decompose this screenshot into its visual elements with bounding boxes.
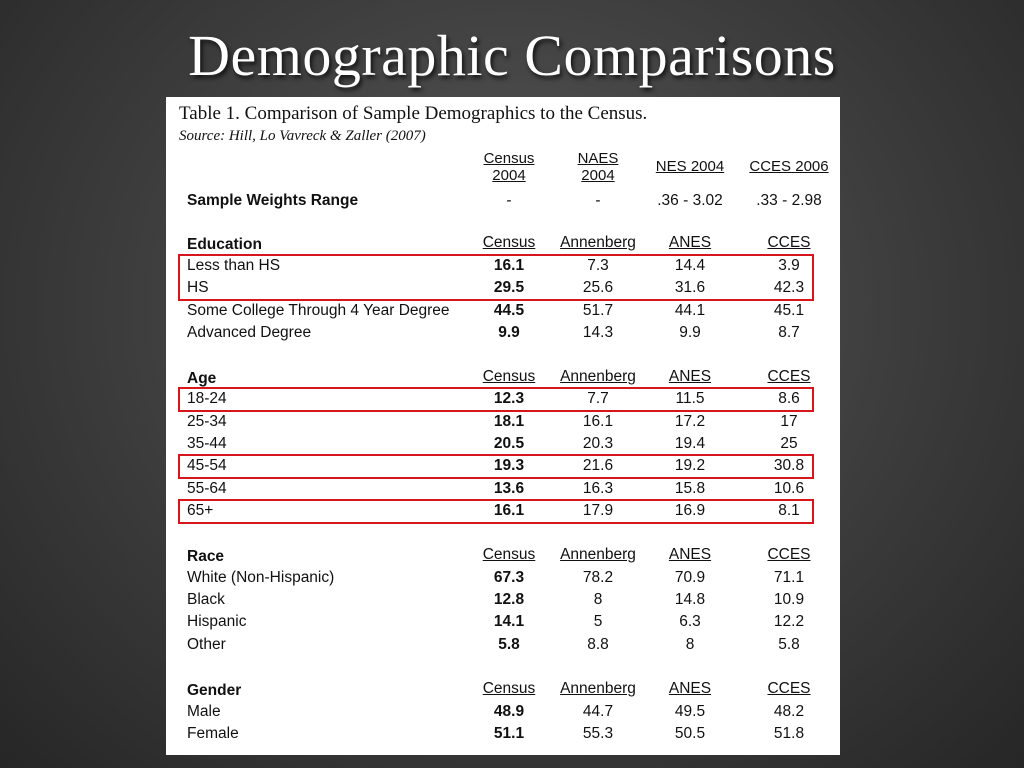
- anes-value: 14.8: [674, 591, 706, 608]
- annenberg-value: 7.3: [587, 257, 609, 274]
- anes-value: 8: [685, 636, 695, 653]
- header-line: 2004: [492, 167, 526, 184]
- census-value: 44.5: [493, 302, 525, 319]
- row-label: Hispanic: [187, 613, 247, 630]
- row-label: HS: [187, 279, 209, 296]
- section-title: Age: [187, 370, 217, 387]
- census-value: 18.1: [493, 413, 525, 430]
- anes-value: 19.4: [674, 435, 706, 452]
- census-value: 19.3: [493, 457, 525, 474]
- cces-value: 25: [780, 435, 798, 452]
- header-cces-2006: CCES 2006: [749, 158, 829, 175]
- table-source: Source: Hill, Lo Vavreck & Zaller (2007): [179, 128, 426, 144]
- table-panel: [166, 97, 840, 755]
- annenberg-value: 55.3: [582, 725, 614, 742]
- cces-value: 45.1: [773, 302, 805, 319]
- table-row: [166, 611, 840, 633]
- table-row: [166, 634, 840, 656]
- col-label: Annenberg: [560, 680, 636, 697]
- annenberg-value: 14.3: [582, 324, 614, 341]
- table-title: Table 1. Comparison of Sample Demographics to the Census.: [179, 103, 648, 124]
- header-line: NAES: [577, 150, 619, 167]
- cces-value: 8.6: [778, 390, 800, 407]
- row-label: 45-54: [187, 457, 227, 474]
- col-label: CCES: [767, 680, 811, 697]
- weights-value: .36 - 3.02: [657, 192, 723, 209]
- table-row: [166, 411, 840, 433]
- table-row: [166, 723, 840, 745]
- row-label: Advanced Degree: [187, 324, 312, 341]
- anes-value: 19.2: [674, 457, 706, 474]
- cces-value: 8.1: [778, 502, 800, 519]
- row-label: 35-44: [187, 435, 227, 452]
- table-row: [166, 300, 840, 322]
- weights-value: -: [595, 192, 601, 209]
- col-label: ANES: [668, 546, 712, 563]
- annenberg-value: 5: [593, 613, 603, 630]
- col-label: CCES: [767, 368, 811, 385]
- header-nes-2004: NES 2004: [655, 158, 725, 175]
- census-value: 9.9: [498, 324, 520, 341]
- census-value: 14.1: [493, 613, 525, 630]
- census-value: 48.9: [493, 703, 525, 720]
- section-title: Education: [187, 236, 262, 253]
- annenberg-value: 17.9: [582, 502, 614, 519]
- weights-row: [166, 190, 840, 212]
- annenberg-value: 8.8: [587, 636, 609, 653]
- section-header-gender: [166, 678, 840, 700]
- section-header-education: [166, 232, 840, 254]
- col-label: Annenberg: [560, 368, 636, 385]
- highlight-box-age-45-54: [178, 454, 814, 479]
- anes-value: 14.4: [674, 257, 706, 274]
- table-row: [166, 567, 840, 589]
- col-label: ANES: [668, 680, 712, 697]
- col-label: Annenberg: [560, 546, 636, 563]
- annenberg-value: 7.7: [587, 390, 609, 407]
- col-label: Census: [482, 234, 536, 251]
- census-value: 12.8: [493, 591, 525, 608]
- highlight-box-age-18-24: [178, 387, 814, 412]
- cces-value: 51.8: [773, 725, 805, 742]
- cces-value: 5.8: [778, 636, 800, 653]
- row-label: Less than HS: [187, 257, 281, 274]
- row-label: Male: [187, 703, 221, 720]
- row-label: 25-34: [187, 413, 227, 430]
- census-value: 16.1: [493, 502, 525, 519]
- col-label: Annenberg: [560, 234, 636, 251]
- cces-value: 71.1: [773, 569, 805, 586]
- row-label: Female: [187, 725, 239, 742]
- row-label: 65+: [187, 502, 214, 519]
- cces-value: 42.3: [773, 279, 805, 296]
- annenberg-value: 16.3: [582, 480, 614, 497]
- census-value: 16.1: [493, 257, 525, 274]
- col-label: Census: [482, 546, 536, 563]
- census-value: 5.8: [498, 636, 520, 653]
- col-label: CCES: [767, 234, 811, 251]
- section-title: Race: [187, 548, 225, 565]
- annenberg-value: 16.1: [582, 413, 614, 430]
- anes-value: 15.8: [674, 480, 706, 497]
- cces-value: 48.2: [773, 703, 805, 720]
- annenberg-value: 78.2: [582, 569, 614, 586]
- table-row: [166, 478, 840, 500]
- table-row: [166, 589, 840, 611]
- highlight-box-age-65-plus: [178, 499, 814, 524]
- census-value: 12.3: [493, 390, 525, 407]
- cces-value: 10.9: [773, 591, 805, 608]
- row-label: White (Non-Hispanic): [187, 569, 335, 586]
- anes-value: 17.2: [674, 413, 706, 430]
- annenberg-value: 20.3: [582, 435, 614, 452]
- col-label: ANES: [668, 234, 712, 251]
- anes-value: 11.5: [675, 390, 705, 407]
- table-row: [166, 433, 840, 455]
- table-row: [166, 322, 840, 344]
- header-naes-2004: [578, 150, 619, 184]
- anes-value: 44.1: [674, 302, 706, 319]
- anes-value: 16.9: [674, 502, 706, 519]
- cces-value: 12.2: [773, 613, 805, 630]
- cces-value: 17: [780, 413, 798, 430]
- header-line: 2004: [581, 167, 615, 184]
- annenberg-value: 25.6: [582, 279, 614, 296]
- annenberg-value: 51.7: [582, 302, 614, 319]
- col-label: CCES: [767, 546, 811, 563]
- census-value: 29.5: [493, 279, 525, 296]
- row-label: Other: [187, 636, 226, 653]
- census-value: 20.5: [493, 435, 525, 452]
- header-census-2004: [484, 150, 535, 184]
- census-value: 13.6: [493, 480, 525, 497]
- anes-value: 49.5: [674, 703, 706, 720]
- weights-value: -: [506, 192, 512, 209]
- anes-value: 6.3: [679, 613, 701, 630]
- annenberg-value: 21.6: [582, 457, 614, 474]
- anes-value: 50.5: [674, 725, 706, 742]
- annenberg-value: 44.7: [582, 703, 614, 720]
- weights-value: .33 - 2.98: [756, 192, 822, 209]
- row-label: Black: [187, 591, 225, 608]
- annenberg-value: 8: [593, 591, 603, 608]
- col-label: Census: [482, 680, 536, 697]
- table-row: [166, 701, 840, 723]
- section-header-age: [166, 366, 840, 388]
- row-label: Some College Through 4 Year Degree: [187, 302, 450, 319]
- cces-value: 30.8: [773, 457, 805, 474]
- section-header-race: [166, 544, 840, 566]
- weights-label: Sample Weights Range: [187, 192, 359, 209]
- slide-title: Demographic Comparisons: [188, 23, 836, 88]
- cces-value: 10.6: [773, 480, 805, 497]
- row-label: 55-64: [187, 480, 227, 497]
- highlight-box-education: [178, 254, 814, 301]
- cces-value: 3.9: [778, 257, 800, 274]
- census-value: 67.3: [493, 569, 525, 586]
- anes-value: 70.9: [674, 569, 706, 586]
- census-value: 51.1: [493, 725, 525, 742]
- row-label: 18-24: [187, 390, 227, 407]
- section-title: Gender: [187, 682, 242, 699]
- col-label: Census: [482, 368, 536, 385]
- anes-value: 9.9: [679, 324, 701, 341]
- header-line: Census: [483, 150, 535, 167]
- anes-value: 31.6: [674, 279, 706, 296]
- col-label: ANES: [668, 368, 712, 385]
- cces-value: 8.7: [778, 324, 800, 341]
